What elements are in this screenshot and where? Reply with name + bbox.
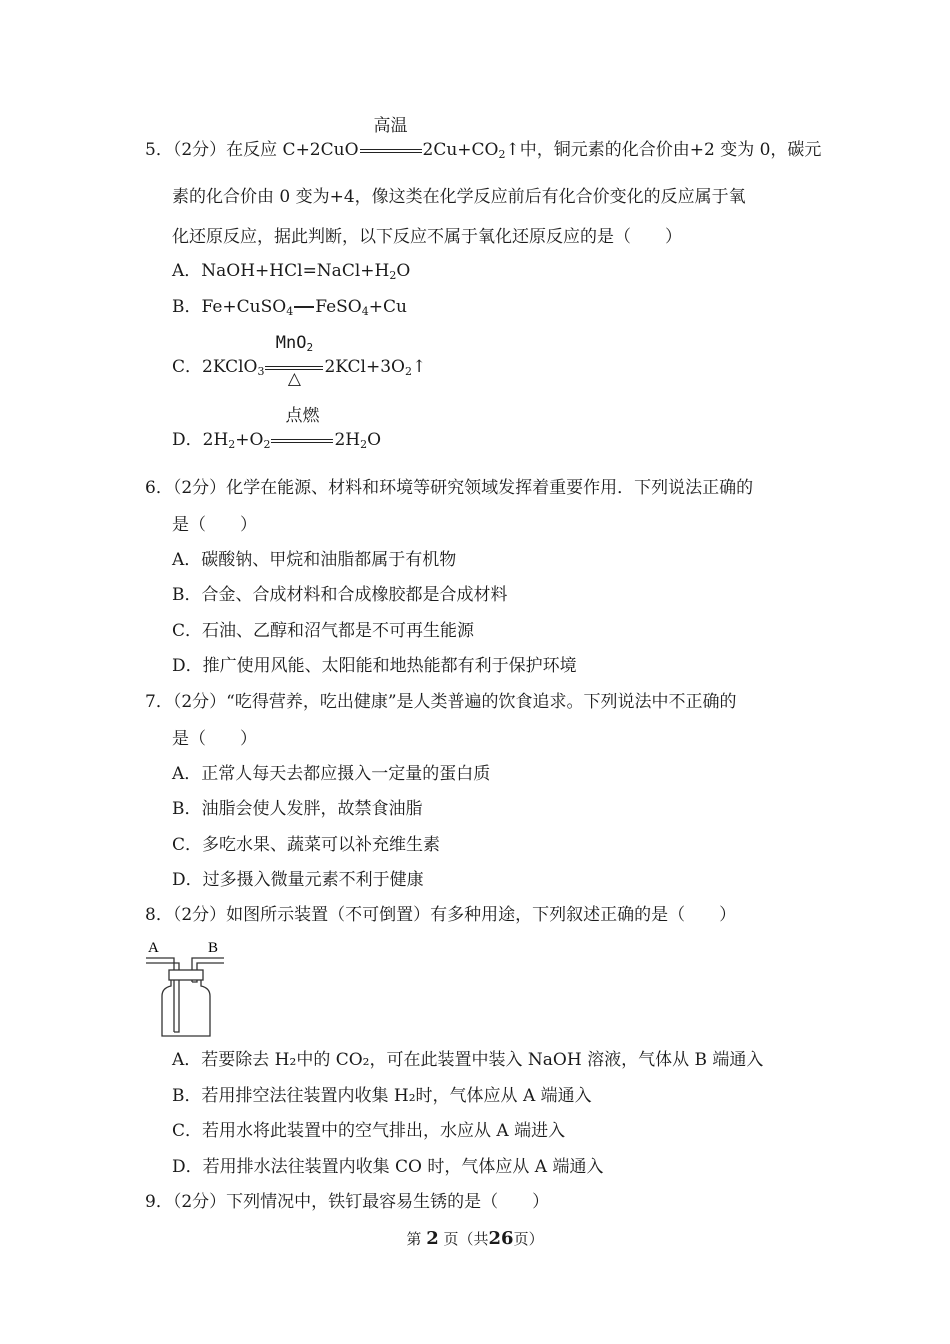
q6-stem: 6．（2分）化学在能源、材料和环境等研究领域发挥着重要作用．下列说法正确的 [145,478,754,498]
q6-option-b: B．合金、合成材料和合成橡胶都是合成材料 [172,585,508,605]
q9-stem: 9．（2分）下列情况中，铁钉最容易生锈的是（ ） [145,1192,550,1212]
q8-option-d: D．若用排水法往装置内收集 CO 时，气体应从 A 端通入 [172,1157,604,1177]
q5-option-d-condition: 点燃 [285,406,320,426]
q7-option-c: C．多吃水果、蔬菜可以补充维生素 [172,835,441,855]
q8-stem: 8．（2分）如图所示装置（不可倒置）有多种用途，下列叙述正确的是（ ） [145,905,737,925]
q5-condition: 高温 [373,116,408,136]
q7-stem-cont: 是（ ） [172,729,257,749]
q5-option-d-end: O [367,430,382,450]
footer-pre: 第 [406,1230,422,1248]
q5-option-b-end: +Cu [368,297,407,317]
q6-option-a: A．碳酸钠、甲烷和油脂都属于有机物 [172,550,457,570]
q7-option-a: A．正常人每天去都应摄入一定量的蛋白质 [172,764,491,784]
label-a: A [148,940,159,956]
q5-option-d-mid: +O [235,430,264,450]
q5-option-d-text: D．2H [172,430,229,450]
q5-option-c-post: 2KCl+3O [324,357,405,377]
gas-bottle-diagram [140,936,230,1040]
q5-option-b: B．Fe+CuSO$_4$ FeSO$_4$+Cu [172,297,407,318]
footer-post: 页） [513,1230,544,1248]
q5-option-a-text: A．NaOH+HCl=NaCl+H [172,261,390,281]
q5-option-c: C．2KClO$_3$ MnO$_2$ △ $2KCl+3O_2↑$ [172,333,427,389]
q6-option-c: C．石油、乙醇和沼气都是不可再生能源 [172,621,475,641]
q6-stem-cont: 是（ ） [172,515,257,535]
q5-option-c-heat: △ [287,369,301,389]
q5-option-c-catalyst: MnO$_2$ [275,333,314,354]
q5-option-b-text: B．Fe+CuSO [172,297,287,317]
q5-option-b-mid: FeSO [315,297,362,317]
q5-number: 5． [145,140,173,160]
q6-option-d: D．推广使用风能、太阳能和地热能都有利于保护环境 [172,656,577,676]
q5-option-d-arrow [270,406,334,451]
q7-option-b: B．油脂会使人发胖，故禁食油脂 [172,799,423,819]
q5-condition-arrow [359,116,423,161]
footer-mid: 页（共 [443,1230,489,1248]
page-footer [0,1228,950,1249]
q5-option-a-end: O [396,261,411,281]
q5-pre: 在反应 C+2CuO [226,140,359,160]
q7-option-d: D．过多摄入微量元素不利于健康 [172,870,424,890]
q7-stem: 7．（2分）“吃得营养，吃出健康”是人类普遍的饮食追求。下列说法中不正确的 [145,692,737,712]
q5-stem-line3: 化还原反应，据此判断，以下反应不属于氧化还原反应的是（ ） [172,227,682,247]
q5-option-c-arrow [264,333,324,389]
q5-option-d-post: 2H [334,430,361,450]
footer-page-number: 2 [426,1228,439,1249]
footer-total-pages: 26 [488,1228,514,1249]
q8-option-c: C．若用水将此装置中的空气排出，水应从 A 端进入 [172,1121,566,1141]
q8-option-a: A．若要除去 H₂中的 CO₂，可在此装置中装入 NaOH 溶液，气体从 B 端通入 [172,1050,764,1070]
q5-option-d: D．$2H_2+O_2$ 点燃 $2H_2O$ [172,406,382,451]
q5-option-c-text: C．2KClO [172,357,258,377]
q5-option-a: A．$NaOH+HCl=NaCl+H_2O$ [172,261,411,282]
q5-post: 2Cu+CO [422,140,499,160]
q5-stem-line2: 素的化合价由 0 变为+4，像这类在化学反应前后有化合价变化的反应属于氧 [172,187,746,207]
q5-post-b: ↑中，铜元素的化合价由+2 变为 0，碳元 [505,140,822,160]
q5-stem-line1: 5．（2分）在反应 C+2CuO 高温 $2Cu+CO_2↑$中，铜元素的化合价由+2 变为 0，碳元 [145,116,822,161]
q8-option-b: B．若用排空法往装置内收集 H₂时，气体应从 A 端通入 [172,1086,592,1106]
label-b: B [208,940,219,956]
q5-option-c-end: ↑ [411,357,427,377]
q5-score: （2分） [172,140,227,160]
